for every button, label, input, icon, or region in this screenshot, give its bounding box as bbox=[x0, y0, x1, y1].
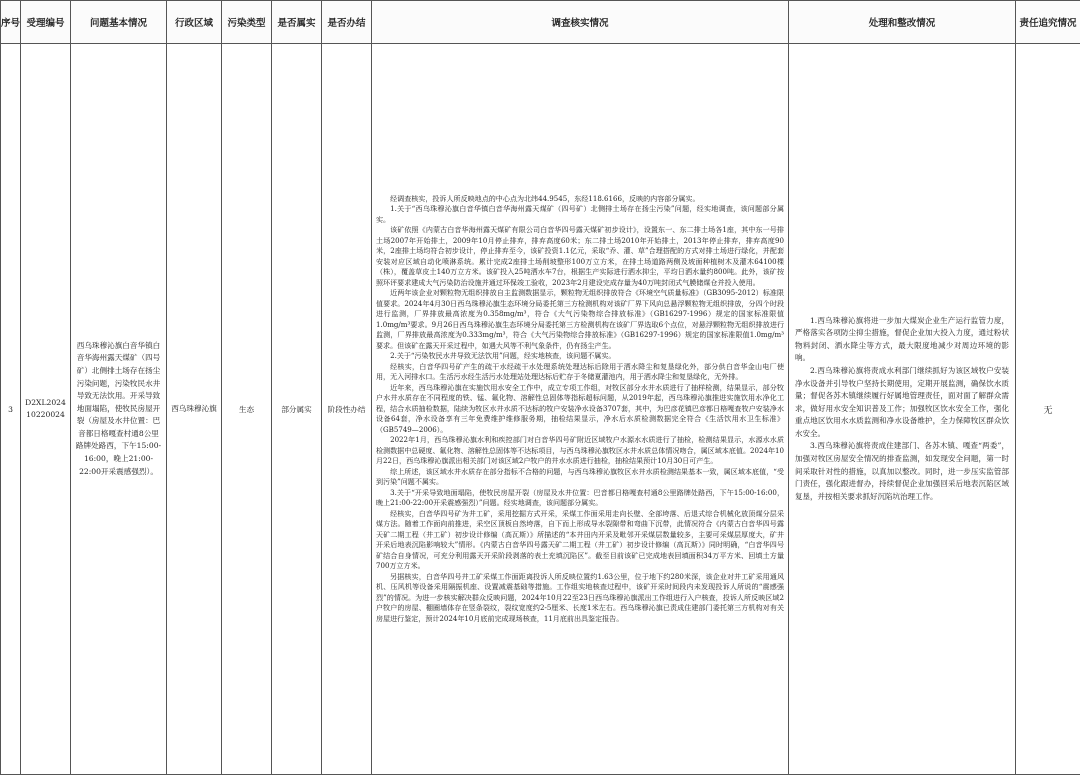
cell-handling bbox=[789, 44, 1016, 775]
header-accountability: 责任追究情况 bbox=[1016, 1, 1080, 44]
survey-paragraph: 1.关于“西乌珠穆沁旗白音华镇白音华海州露天煤矿（四号矿）北侧排土场存在扬尘污染”问题，经实地调查，该问题部分属实。 bbox=[376, 204, 784, 224]
survey-paragraph: 另据核实，白音华四号井工矿采煤工作面距离投诉人所反映位置约1.63公里，位于地下约280米深，该企业对井工矿采用通风机、压风机等设备采用隔振机座、设置减震基础等措施。工作组实地核查过程中，该矿开采时间段内未发现投诉人所说的“震感强烈”的情况。为进一步核实解决群众反映问题，2024年10月22至23日西乌珠穆沁旗派出工作组进行入户核查，投诉人所反映区域2户牧户的房屋、棚圈墙体存在竖条裂纹，裂纹宽度约2-5厘米、长度1米左右。西乌珠穆沁旗已责成住建部门委托第三方机构对有关房屋进行鉴定，预计2024年10月底前完成现场核查，11月底前出具鉴定报告。 bbox=[376, 571, 784, 623]
survey-paragraph: 经调查核实，投诉人所反映地点的中心点为北纬44.9545，东经118.6166，反映的内容部分属实。 bbox=[390, 193, 700, 203]
header-handling: 处理和整改情况 bbox=[789, 1, 1016, 44]
header-seq: 序号 bbox=[1, 1, 21, 44]
header-verified: 是否属实 bbox=[272, 1, 322, 44]
survey-paragraph: 经核实，白音华四号矿为井工矿，采用挖掘方式开采，采煤工作面采用走向长壁、全部垮落、后退式综合机械化放顶煤分层采煤方法。随着工作面向前推进，采空区顶板自然垮落，自下而上形成导水裂隙带和弯曲下沉带，此情况符合《内蒙古白音华四号露天矿二期工程（井工矿）初步设计修编（高瓦斯）》所描述的“本井田内开采及毗邻开采煤层数量较多，主要可采煤层厚度大，矿井开采后地表沉陷影响较大”情形。《内蒙古白音华四号露天矿二期工程（井工矿）初步设计修编（高瓦斯）》同时明确，“白音华四号矿结合自身情况，可充分利用露天开采阶段剥落的表土充填沉陷区”。截至目前该矿已完成地表回填面积34万平方米、回填土方量700万立方米。 bbox=[376, 508, 784, 571]
cell-basic: 西乌珠穆沁旗白音华镇白音华海州露天煤矿（四号矿）北侧排土场存在扬尘污染问题，污染牧民水井导致无法饮用。开采导致地面塌陷，使牧民房屋开裂（房屋及水井位置：巴音都日格嘎查村通8公里路牌处路西，下午15:00-16:00，晚上21:00-22:00开采震感强烈）。 bbox=[71, 44, 167, 775]
table-row bbox=[1, 44, 1080, 775]
header-done: 是否办结 bbox=[322, 1, 372, 44]
cell-region: 西乌珠穆沁旗 bbox=[167, 44, 222, 775]
cell-accountability: 无 bbox=[1016, 44, 1080, 775]
survey-paragraph: 3.关于“开采导致地面塌陷，使牧民房屋开裂（房屋及水井位置：巴音都日格嘎查村通8公里路牌处路西，下午15:00-16:00，晚上21:00-22:00开采震感强烈）”问题。经实地调查，该问题部分属实。 bbox=[376, 487, 784, 508]
cell-pollution: 生态 bbox=[222, 44, 272, 775]
header-case-no: 受理编号 bbox=[21, 1, 71, 44]
table-header bbox=[1, 1, 1080, 44]
survey-paragraph: 经核实，白音华四号矿产生的疏干水经疏干水处理系统处理达标后除用于洒水降尘和复垦绿化外，部分供白音华金山电厂使用，无入河排水口。生活污水经生活污水处理站处理达标后贮存于冬储夏灌池内，用于洒水降尘和复垦绿化，无外排。 bbox=[376, 361, 784, 382]
cell-survey bbox=[372, 44, 789, 775]
survey-paragraph: 近两年该企业对颗粒物无组织排放自主监测数据显示，颗粒物无组织排放符合《环境空气质量标准》（GB3095-2012）标准限值要求。2024年4月30日西乌珠穆沁旗生态环境分局委托第三方检测机构对该矿厂界下风向总悬浮颗粒物无组织排放，分四个时段进行监测，厂界排放最高浓度为0.358mg/m³，符合《大气污染物综合排放标准》（GB16297-1996）规定的国家标准限值1.0mg/m³要求。9月26日西乌珠穆沁旗生态环境分局委托第三方检测机构在该矿厂界选取6个点位，对悬浮颗粒物无组织排放进行监测，厂界排放最高浓度为0.333mg/m³，符合《大气污染物综合排放标准》（GB16297-1996）规定的国家标准限值1.0mg/m³要求。但该矿在露天开采过程中，如遇大风等不利气象条件，仍有扬尘产生。 bbox=[376, 288, 784, 350]
cell-done: 阶段性办结 bbox=[322, 44, 372, 775]
survey-paragraph: 2022年1月，西乌珠穆沁旗水利和疾控部门对白音华四号矿附近区域牧户水源水水质进行了抽检，检测结果显示，水源水水质检测数据中总硬度、氟化物、溶解性总固体等不达标项目，与西乌珠穆沁旗牧区水井水质总体情况吻合，属区域本底值。2024年10月22日，西乌珠穆沁旗派出相关部门对该区域2户牧户的井水水质进行抽检，抽检结果预计10月30日可产生。 bbox=[376, 435, 784, 466]
cell-case-no: D2XL202410220024 bbox=[21, 44, 71, 775]
header-pollution: 污染类型 bbox=[222, 1, 272, 44]
survey-paragraph: 近年来，西乌珠穆沁旗在实施饮用水安全工作中，成立专项工作组，对牧区部分水井水质进行了抽样检测，结果显示，部分牧户水井水质存在不同程度的铁、锰、氟化物、溶解性总固体等指标超标问题，从2019年起，西乌珠穆沁旗推进实施饮用水净化工程，结合水质抽检数据，陆续为牧区水井水质不达标的牧户安装净水设备3707套，其中，为巴彦花镇巴彦都日格嘎查牧户安装净水设备64套，净水设备享有三年免费维护维修服务期，抽检结果显示，净水后水质检测数据完全符合《生活饮用水卫生标准》（GB5749—2006）。 bbox=[376, 382, 784, 434]
cell-verified: 部分属实 bbox=[272, 44, 322, 775]
survey-paragraph: 综上所述，该区域水井水质存在部分指标不合格的问题，与西乌珠穆沁旗牧区水井水质检测结果基本一致，属区域本底值，“受到污染”问题不属实。 bbox=[376, 466, 784, 487]
survey-paragraph: 2.关于“污染牧民水井导致无法饮用”问题，经实地核查，该问题不属实。 bbox=[390, 351, 616, 361]
survey-paragraph: 该矿依照《内蒙古白音华海州露天煤矿有限公司白音华四号露天煤矿初步设计》，设置东一、东二排土场各1座，其中东一号排土场2007年开始排土，2009年10月停止排弃，排弃高度60米；东二排土场2010年开始排土，2013年停止排弃，排弃高度90米，2座排土场均符合初步设计，停止排弃至今，该矿投资1.1亿元，采取“乔、灌、草”合理搭配的方式对排土场进行绿化，并配套安装对应区域自动化喷淋系统。累计完成2座排土场削坡整形100万立方米，在排土场道路两侧及坡面种植树木及灌木64100棵（株），覆盖草皮土140万立方米。该矿投入25吨洒水车7台，根据生产实际进行洒水抑尘，平均日洒水量约800吨。此外，该矿按照环评要求建成大气污染防治设施并通过环保竣工验收，2023年2月建设完成存量为40万吨封闭式气膜储煤仓并投入使用。 bbox=[376, 225, 784, 287]
header-basic: 问题基本情况 bbox=[71, 1, 167, 44]
handling-paragraph: 1.西乌珠穆沁旗将进一步加大煤炭企业生产运行监管力度，严格落实各项防尘抑尘措施，督促企业加大投入力度，通过粉状物料封闭、洒水降尘等方式，最大限度地减少对周边环境的影响。 bbox=[795, 315, 1009, 363]
header-survey: 调查核实情况 bbox=[372, 1, 789, 44]
handling-paragraph: 2.西乌珠穆沁旗将责成水利部门继续抓好为该区域牧户安装净水设备并引导牧户坚持长期使用，定期开展监测，确保饮水质量；督促各苏木镇继续履行好属地管理责任，面对面了解群众需求，做好用水安全知识普及工作；加强牧区饮水安全工作，强化重点地区饮用水水质监测和净水设备维护，全力保障牧区群众饮水安全。 bbox=[795, 365, 1009, 438]
cell-seq: 3 bbox=[1, 44, 21, 775]
header-region: 行政区域 bbox=[167, 1, 222, 44]
handling-paragraph: 3.西乌珠穆沁旗将责成住建部门、各苏木镇、嘎查“两委”，加强对牧区房屋安全情况的排查监测，如发现安全问题，第一时间采取针对性的措施，以真加以整改。同时，进一步压实监管部门责任，强化跟进督办，持续督促企业加强回采后地表沉陷区域复垦，并按相关要求抓好沉陷坑治理工作。 bbox=[795, 441, 1009, 501]
